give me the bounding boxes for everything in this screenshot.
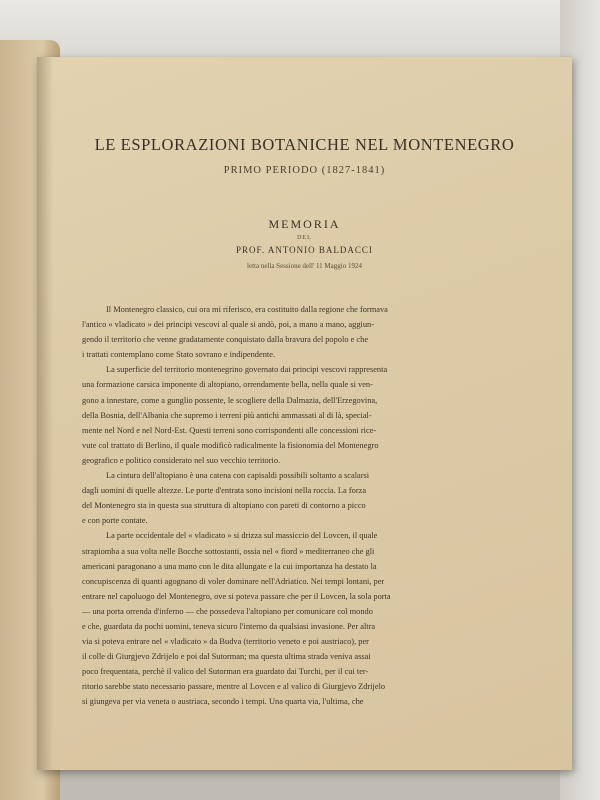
text-line: una formazione carsica imponente di altopiano, orrendamente bella, nella quale si ven- bbox=[82, 380, 373, 390]
text-line: ritorio sarebbe stato necessario passare, mentre al Lovcen e al valico di Giurgjevo Zdrijelo bbox=[82, 682, 386, 692]
text-line: gono a innestare, come a gunglio possente, le scogliere della Dalmazia, dell'Erzegovina, bbox=[82, 395, 378, 405]
author-prefix: DEL bbox=[297, 235, 312, 241]
document-page bbox=[37, 57, 572, 770]
text-line: della Bosnia, dell'Albania che supremo i terreni più antichi ammassati al di là, special- bbox=[82, 410, 372, 420]
document-subtitle: PRIMO PERIODO (1827-1841) bbox=[223, 165, 386, 176]
text-line: e che, guardata da pochi uomini, teneva sicuro l'interno da qualsiasi invasione. Per altra bbox=[82, 621, 376, 631]
text-line: via si poteva entrare nel « vladicato » da Budva (territorio veneto e poi austriaco), per bbox=[82, 637, 369, 647]
document-title: LE ESPLORAZIONI BOTANICHE NEL MONTENEGRO bbox=[94, 135, 515, 154]
text-line: poco frequentata, perchè il valico del Sutorman era guardato dai Turchi, per il cui ter- bbox=[82, 667, 369, 677]
text-line: del Montenegro sta in questa sua struttura di altopiano con pareti di contorno a picco bbox=[82, 501, 366, 511]
text-line: La cintura dell'altopiano è una catena con capisaldi possibili soltanto a scalarsi bbox=[106, 471, 370, 481]
text-line: Il Montenegro classico, cui ora mi riferisco, era costituito dalla regione che formava bbox=[106, 305, 388, 314]
text-line: dagli uomini di quelle altezze. Le porte d'entrata sono incisioni nella roccia. La forza bbox=[82, 486, 367, 496]
text-line: mente nel Nord e nel Nord-Est. Questi terreni sono corrispondenti alle concessioni rice- bbox=[82, 425, 377, 435]
text-line: — una porta orrenda d'inferno — che possedeva l'altopiano per comunicare col mondo bbox=[82, 606, 373, 616]
memoria-heading: MEMORIA bbox=[268, 217, 341, 231]
text-line: americani paragonano a una mano con le dita allungate e la cui importanza ha destato la bbox=[82, 561, 377, 571]
text-line: strapiomba a sua volta nelle Bocche sottostanti, ossia nel « fiord » mediterraneo che gli bbox=[82, 546, 375, 556]
text-line: gendo il territorio che venne gradatamente conquistato dalla bravura del popolo e che bbox=[82, 335, 369, 345]
spine-shadow bbox=[37, 57, 53, 770]
text-line: La parte occidentale del « vladicato » si drizza sul massiccio del Lovcen, il quale bbox=[106, 531, 378, 541]
text-line: vute col trattato di Berlino, il quale modificò radicalmente la fisionomia del Montenegro bbox=[82, 440, 379, 450]
text-line: e con porte contate. bbox=[82, 516, 148, 526]
body-text bbox=[82, 302, 547, 710]
author-name: PROF. ANTONIO BALDACCI bbox=[236, 245, 373, 255]
text-line: i trattati contemplano come Stato sovrano e indipendente. bbox=[82, 350, 276, 360]
text-line: entrare nel capoluogo del Montenegro, ove si poteva passare che per il Lovcen, la sola porta bbox=[82, 591, 391, 601]
text-line: si giungeva per via veneta o austriaca, secondo i tempi. Una quarta via, l'ultima, che bbox=[82, 697, 364, 707]
text-line: il colle di Giurgjevo Zdrijelo e poi dal Sutorman; ma questa ultima strada veniva assai bbox=[82, 652, 371, 662]
text-line: geografico e politico considerato nel suo vecchio territorio. bbox=[82, 455, 281, 465]
session-note: letta nella Sessione dell' 11 Maggio 1924 bbox=[247, 262, 362, 270]
text-line: concupiscenza di quanti agognano di voler dominare nell'Adriatico. Nei tempi lontani, per bbox=[82, 576, 385, 586]
text-line: La superficie del territorio montenegrino governato dai principi vescovi rappresenta bbox=[106, 365, 388, 375]
text-line: l'antico « vladicato » dei principi vescovi al quale si andò, poi, a mano a mano, aggiun- bbox=[82, 320, 374, 330]
